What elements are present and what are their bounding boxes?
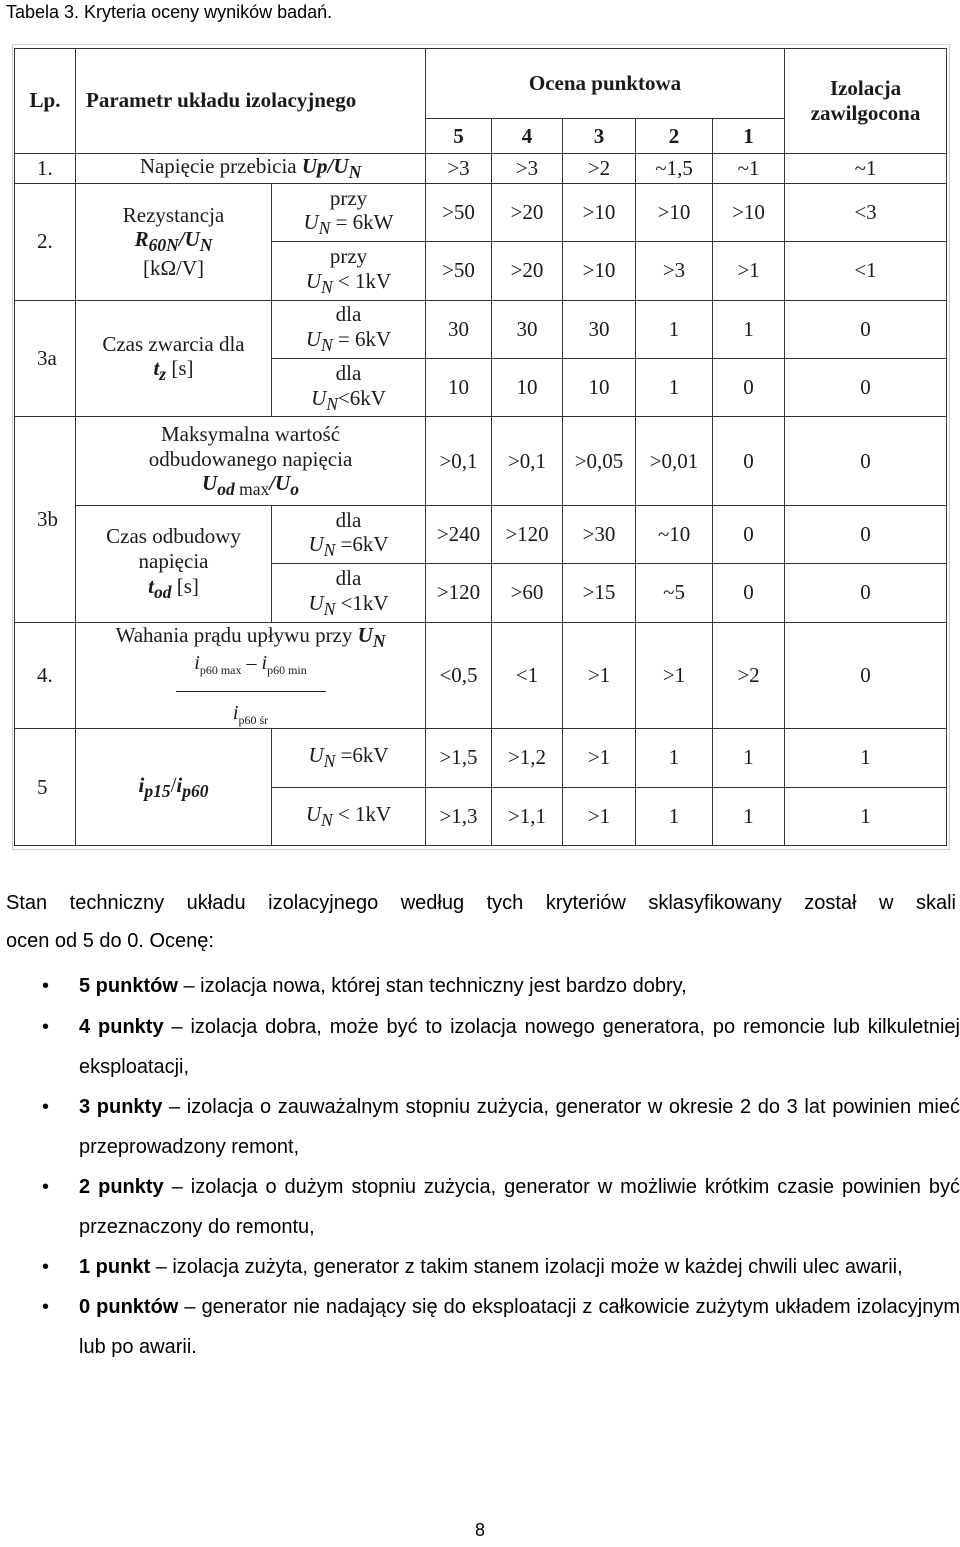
cell: <0,5 xyxy=(426,622,492,729)
cell: >1 xyxy=(563,622,636,729)
cell: >1,2 xyxy=(492,729,563,787)
header-score-3: 3 xyxy=(563,119,636,153)
cell: >20 xyxy=(492,242,563,300)
cell: >50 xyxy=(426,183,492,241)
header-wet: Izolacja zawilgocona xyxy=(785,49,947,154)
cell: >3 xyxy=(492,153,563,183)
row-lp: 5 xyxy=(15,729,76,846)
table-row xyxy=(15,417,947,506)
page-number: 8 xyxy=(474,1520,485,1540)
cell: >10 xyxy=(636,183,713,241)
row-condition: $U_N < 1kV$ xyxy=(272,787,426,845)
cell: 10 xyxy=(426,358,492,416)
row-lp: 3b xyxy=(15,417,76,622)
cell: ~5 xyxy=(636,564,713,622)
row-param: Napięcie przebicia $Up/U_N$ xyxy=(76,153,426,183)
cell: >0,1 xyxy=(492,417,563,506)
header-score-1: 1 xyxy=(713,119,785,153)
cell: >0,1 xyxy=(426,417,492,506)
row-condition: $U_N =6kV$ xyxy=(272,729,426,787)
bullet-icon: • xyxy=(42,1176,50,1198)
cell: 30 xyxy=(426,300,492,358)
header-lp: Lp. xyxy=(15,49,76,154)
cell: >15 xyxy=(563,564,636,622)
criteria-table xyxy=(14,48,947,846)
cell: 1 xyxy=(785,787,947,845)
cell: 1 xyxy=(636,358,713,416)
row-param: Czas odbudowy napięcia $t_{od}$ [s] xyxy=(76,505,272,622)
cell: <1 xyxy=(492,622,563,729)
table-row xyxy=(15,622,947,729)
header-score-2: 2 xyxy=(636,119,713,153)
cell: >0,05 xyxy=(563,417,636,506)
cell: >2 xyxy=(563,153,636,183)
cell: 0 xyxy=(713,564,785,622)
row-lp: 3a xyxy=(15,300,76,417)
table-row xyxy=(15,729,947,787)
header-score-5: 5 xyxy=(426,119,492,153)
cell: 1 xyxy=(713,787,785,845)
row-condition: dla $U_N =6kV$ xyxy=(272,505,426,563)
list-item: • 5 punktów – izolacja nowa, której stan techniczny jest bardzo dobry, xyxy=(0,966,960,1006)
cell: 0 xyxy=(713,417,785,506)
table-row xyxy=(15,153,947,183)
cell: >3 xyxy=(426,153,492,183)
cell: 10 xyxy=(492,358,563,416)
bullet-icon: • xyxy=(42,1016,50,1038)
cell: ~1 xyxy=(713,153,785,183)
cell: ~1,5 xyxy=(636,153,713,183)
bullet-icon: • xyxy=(42,975,50,997)
cell: >10 xyxy=(563,242,636,300)
cell: >10 xyxy=(713,183,785,241)
list-item: • 4 punkty – izolacja dobra, może być to izolacja nowego generatora, po remoncie lub kilkuletniej eksploatacji, xyxy=(0,1007,960,1087)
cell: >1 xyxy=(563,787,636,845)
cell: 1 xyxy=(636,787,713,845)
cell: <3 xyxy=(785,183,947,241)
intro-line: ocen od 5 do 0. Ocenę: xyxy=(6,930,214,952)
cell: >1 xyxy=(563,729,636,787)
header-score-4: 4 xyxy=(492,119,563,153)
cell: >120 xyxy=(426,564,492,622)
cell: >50 xyxy=(426,242,492,300)
row-param: Rezystancja $R_{60N}/U_N$ [kΩ/V] xyxy=(76,183,272,300)
cell: >1,1 xyxy=(492,787,563,845)
cell: 30 xyxy=(563,300,636,358)
cell: 10 xyxy=(563,358,636,416)
cell: >240 xyxy=(426,505,492,563)
cell: 1 xyxy=(713,300,785,358)
intro-paragraph xyxy=(6,884,956,960)
fraction-bar xyxy=(176,691,326,692)
row-lp: 4. xyxy=(15,622,76,729)
cell: >0,01 xyxy=(636,417,713,506)
cell: >60 xyxy=(492,564,563,622)
cell: >2 xyxy=(713,622,785,729)
table-row xyxy=(15,300,947,358)
row-param: Czas zwarcia dla $t_z$ [s] xyxy=(76,300,272,417)
table-caption: Tabela 3. Kryteria oceny wyników badań. xyxy=(6,2,333,22)
cell: 0 xyxy=(785,564,947,622)
row-condition: dla $U_N<6kV$ xyxy=(272,358,426,416)
list-item: • 1 punkt – izolacja zużyta, generator z takim stanem izolacji może w każdej chwili ulec awarii, xyxy=(0,1247,960,1287)
cell: >1,3 xyxy=(426,787,492,845)
cell: 0 xyxy=(713,505,785,563)
cell: 1 xyxy=(713,729,785,787)
cell: 1 xyxy=(785,729,947,787)
header-param: Parametr układu izolacyjnego xyxy=(76,49,426,154)
cell: >20 xyxy=(492,183,563,241)
cell: 0 xyxy=(785,358,947,416)
table-row xyxy=(15,505,947,563)
bullet-icon: • xyxy=(42,1096,50,1118)
intro-line: Stan techniczny układu izolacyjnego według tych kryteriów sklasyfikowany został w skali xyxy=(6,892,956,914)
score-list xyxy=(0,966,960,1367)
bullet-icon: • xyxy=(42,1256,50,1278)
cell: >10 xyxy=(563,183,636,241)
cell: >1 xyxy=(636,622,713,729)
header-score: Ocena punktowa xyxy=(426,49,785,119)
row-condition: przy $U_N < 1kV$ xyxy=(272,242,426,300)
cell: 0 xyxy=(785,300,947,358)
row-param: $i_{p15}/i_{p60}$ xyxy=(76,729,272,846)
row-condition: dla $U_N <1kV$ xyxy=(272,564,426,622)
cell: 0 xyxy=(713,358,785,416)
cell: 0 xyxy=(785,622,947,729)
cell: ~10 xyxy=(636,505,713,563)
row-param: Wahania prądu upływu przy $U_N$ $i_{p60 max} - i_{p60 min}$ $i_{p60 śr}$ xyxy=(76,622,426,729)
bullet-icon: • xyxy=(42,1296,50,1318)
cell: >30 xyxy=(563,505,636,563)
row-condition: dla $U_N = 6kV$ xyxy=(272,300,426,358)
cell: >3 xyxy=(636,242,713,300)
row-condition: przy $U_N = 6kW$ xyxy=(272,183,426,241)
cell: 1 xyxy=(636,729,713,787)
cell: >1,5 xyxy=(426,729,492,787)
row-param: Maksymalna wartość odbudowanego napięcia $U_{od}$ $_{max}/U_o$ xyxy=(76,417,426,506)
cell: 30 xyxy=(492,300,563,358)
cell: >120 xyxy=(492,505,563,563)
cell: ~1 xyxy=(785,153,947,183)
list-item: • 2 punkty – izolacja o dużym stopniu zużycia, generator w możliwie krótkim czasie powinien być przeznaczony do remontu, xyxy=(0,1167,960,1247)
list-item: • 3 punkty – izolacja o zauważalnym stopniu zużycia, generator w okresie 2 do 3 lat powinien mieć przeprowadzony remont, xyxy=(0,1087,960,1167)
cell: <1 xyxy=(785,242,947,300)
table-row xyxy=(15,183,947,241)
cell: 0 xyxy=(785,417,947,506)
cell: >1 xyxy=(713,242,785,300)
row-lp: 1. xyxy=(15,153,76,183)
cell: 0 xyxy=(785,505,947,563)
row-lp: 2. xyxy=(15,183,76,300)
cell: 1 xyxy=(636,300,713,358)
list-item: • 0 punktów – generator nie nadający się do eksploatacji z całkowicie zużytym układem izolacyjnym lub po awarii. xyxy=(0,1287,960,1367)
